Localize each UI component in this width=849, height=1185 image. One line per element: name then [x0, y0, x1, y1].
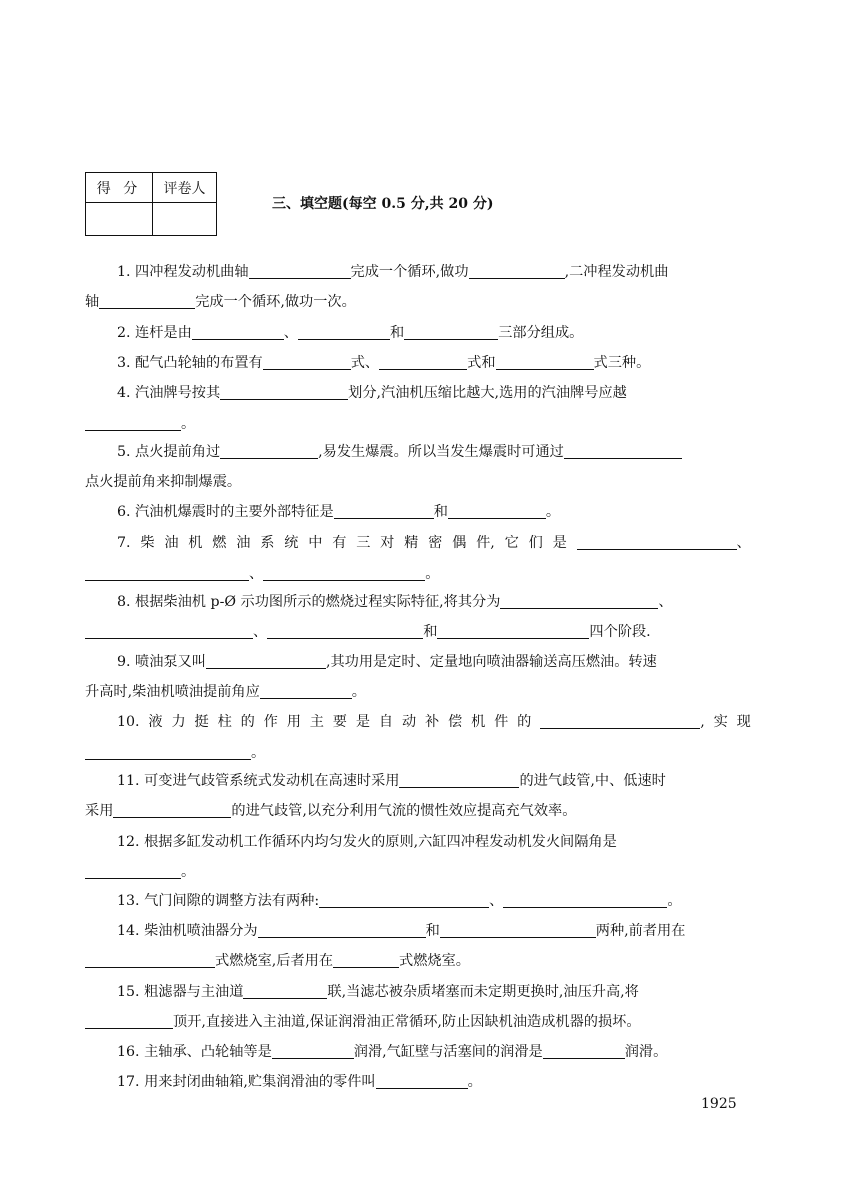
blank[interactable] — [258, 922, 426, 938]
blank[interactable] — [260, 683, 352, 699]
question-9-line-2: 升高时,柴油机喷油提前角应 。 — [85, 684, 366, 700]
blank[interactable] — [220, 443, 318, 459]
reviewer-header: 评卷人 — [153, 173, 216, 203]
blank[interactable] — [249, 263, 351, 279]
blank[interactable] — [577, 534, 737, 550]
blank[interactable] — [469, 263, 565, 279]
blank[interactable] — [503, 892, 667, 908]
page-number: 1925 — [701, 1096, 737, 1112]
question-10-line-2: 。 — [85, 743, 751, 763]
question-8-line-2: 、 和 四个阶段. — [85, 622, 751, 642]
question-7-line-1: 7. 柴 油 机 燃 油 系 统 中 有 三 对 精 密 偶 件, 它 们 是 、 — [117, 535, 751, 551]
blank[interactable] — [437, 623, 589, 639]
blank[interactable] — [333, 952, 399, 968]
blank[interactable] — [85, 863, 181, 879]
blank[interactable] — [206, 653, 326, 669]
blank[interactable] — [448, 503, 546, 519]
blank[interactable] — [496, 354, 594, 370]
blank[interactable] — [440, 922, 596, 938]
question-12-line-2: 。 — [85, 862, 751, 882]
reviewer-cell[interactable] — [153, 203, 216, 235]
section-title: 三、填空题(每空 0.5 分,共 20 分) — [272, 196, 494, 212]
blank[interactable] — [113, 802, 231, 818]
question-11-line-1: 11. 可变进气歧管系统式发动机在高速时采用 的进气歧管,中、低速时 — [117, 773, 666, 789]
question-6: 6. 汽油机爆震时的主要外部特征是 和 。 — [117, 504, 561, 520]
question-16: 16. 主轴承、凸轮轴等是 润滑,气缸壁与活塞间的润滑是 润滑。 — [117, 1044, 668, 1060]
question-9-line-1: 9. 喷油泵又叫 ,其功用是定时、定量地向喷油器输送高压燃油。转速 — [117, 654, 657, 670]
question-11-line-2: 采用 的进气歧管,以充分利用气流的惯性效应提高充气效率。 — [85, 803, 577, 819]
blank[interactable] — [85, 1013, 173, 1029]
blank[interactable] — [376, 1073, 468, 1089]
blank[interactable] — [379, 354, 467, 370]
blank[interactable] — [85, 565, 249, 581]
blank[interactable] — [267, 623, 423, 639]
blank[interactable] — [220, 384, 348, 400]
blank[interactable] — [540, 713, 700, 729]
question-15-line-1: 15. 粗滤器与主油道 联,当滤芯被杂质堵塞而未定期更换时,油压升高,将 — [117, 984, 639, 1000]
blank[interactable] — [263, 565, 425, 581]
question-5-line-2: 点火提前角来抑制爆震。 — [85, 474, 242, 490]
blank[interactable] — [298, 324, 390, 340]
question-4-line-2: 。 — [85, 414, 751, 434]
question-15-line-2: 顶开,直接进入主油道,保证润滑油正常循环,防止因缺机油造成机器的损坏。 — [85, 1012, 751, 1032]
question-4-line-1: 4. 汽油牌号按其 划分,汽油机压缩比越大,选用的汽油牌号应越 — [117, 385, 627, 401]
question-10-line-1: 10. 液 力 挺 柱 的 作 用 主 要 是 自 动 补 偿 机 件 的 , 实 现 — [117, 714, 751, 730]
question-1-line-2: 轴 完成一个循环,做功一次。 — [85, 294, 356, 310]
question-14-line-2: 式燃烧室,后者用在 式燃烧室。 — [85, 951, 751, 971]
question-13: 13. 气门间隙的调整方法有两种: 、 。 — [117, 893, 682, 909]
score-cell[interactable] — [86, 203, 153, 235]
blank[interactable] — [404, 324, 498, 340]
blank[interactable] — [263, 354, 351, 370]
blank[interactable] — [192, 324, 284, 340]
blank[interactable] — [243, 983, 327, 999]
question-12-line-1: 12. 根据多缸发动机工作循环内均匀发火的原则,六缸四冲程发动机发火间隔角是 — [117, 834, 617, 850]
blank[interactable] — [85, 415, 181, 431]
question-17: 17. 用来封闭曲轴箱,贮集润滑油的零件叫 。 — [117, 1074, 482, 1090]
blank[interactable] — [319, 892, 489, 908]
question-2: 2. 连杆是由 、 和 三部分组成。 — [117, 325, 584, 341]
score-header: 得 分 — [86, 173, 153, 203]
blank[interactable] — [334, 503, 434, 519]
blank[interactable] — [564, 443, 682, 459]
question-5-line-1: 5. 点火提前角过 ,易发生爆震。所以当发生爆震时可通过 — [85, 442, 751, 462]
score-table — [85, 172, 217, 236]
blank[interactable] — [500, 593, 658, 609]
blank[interactable] — [85, 952, 215, 968]
question-8-line-1: 8. 根据柴油机 p-Ø 示功图所示的燃烧过程实际特征,将其分为 、 — [117, 594, 673, 610]
question-1-line-1: 1. 四冲程发动机曲轴 完成一个循环,做功 ,二冲程发动机曲 — [117, 264, 669, 280]
question-14-line-1: 14. 柴油机喷油器分为 和 两种,前者用在 — [117, 923, 686, 939]
blank[interactable] — [272, 1043, 354, 1059]
question-7-line-2: 、 。 — [85, 564, 751, 584]
blank[interactable] — [85, 744, 251, 760]
blank[interactable] — [399, 772, 519, 788]
blank[interactable] — [543, 1043, 625, 1059]
blank[interactable] — [99, 293, 195, 309]
question-3: 3. 配气凸轮轴的布置有 式、 式和 式三种。 — [117, 355, 651, 371]
blank[interactable] — [85, 623, 253, 639]
